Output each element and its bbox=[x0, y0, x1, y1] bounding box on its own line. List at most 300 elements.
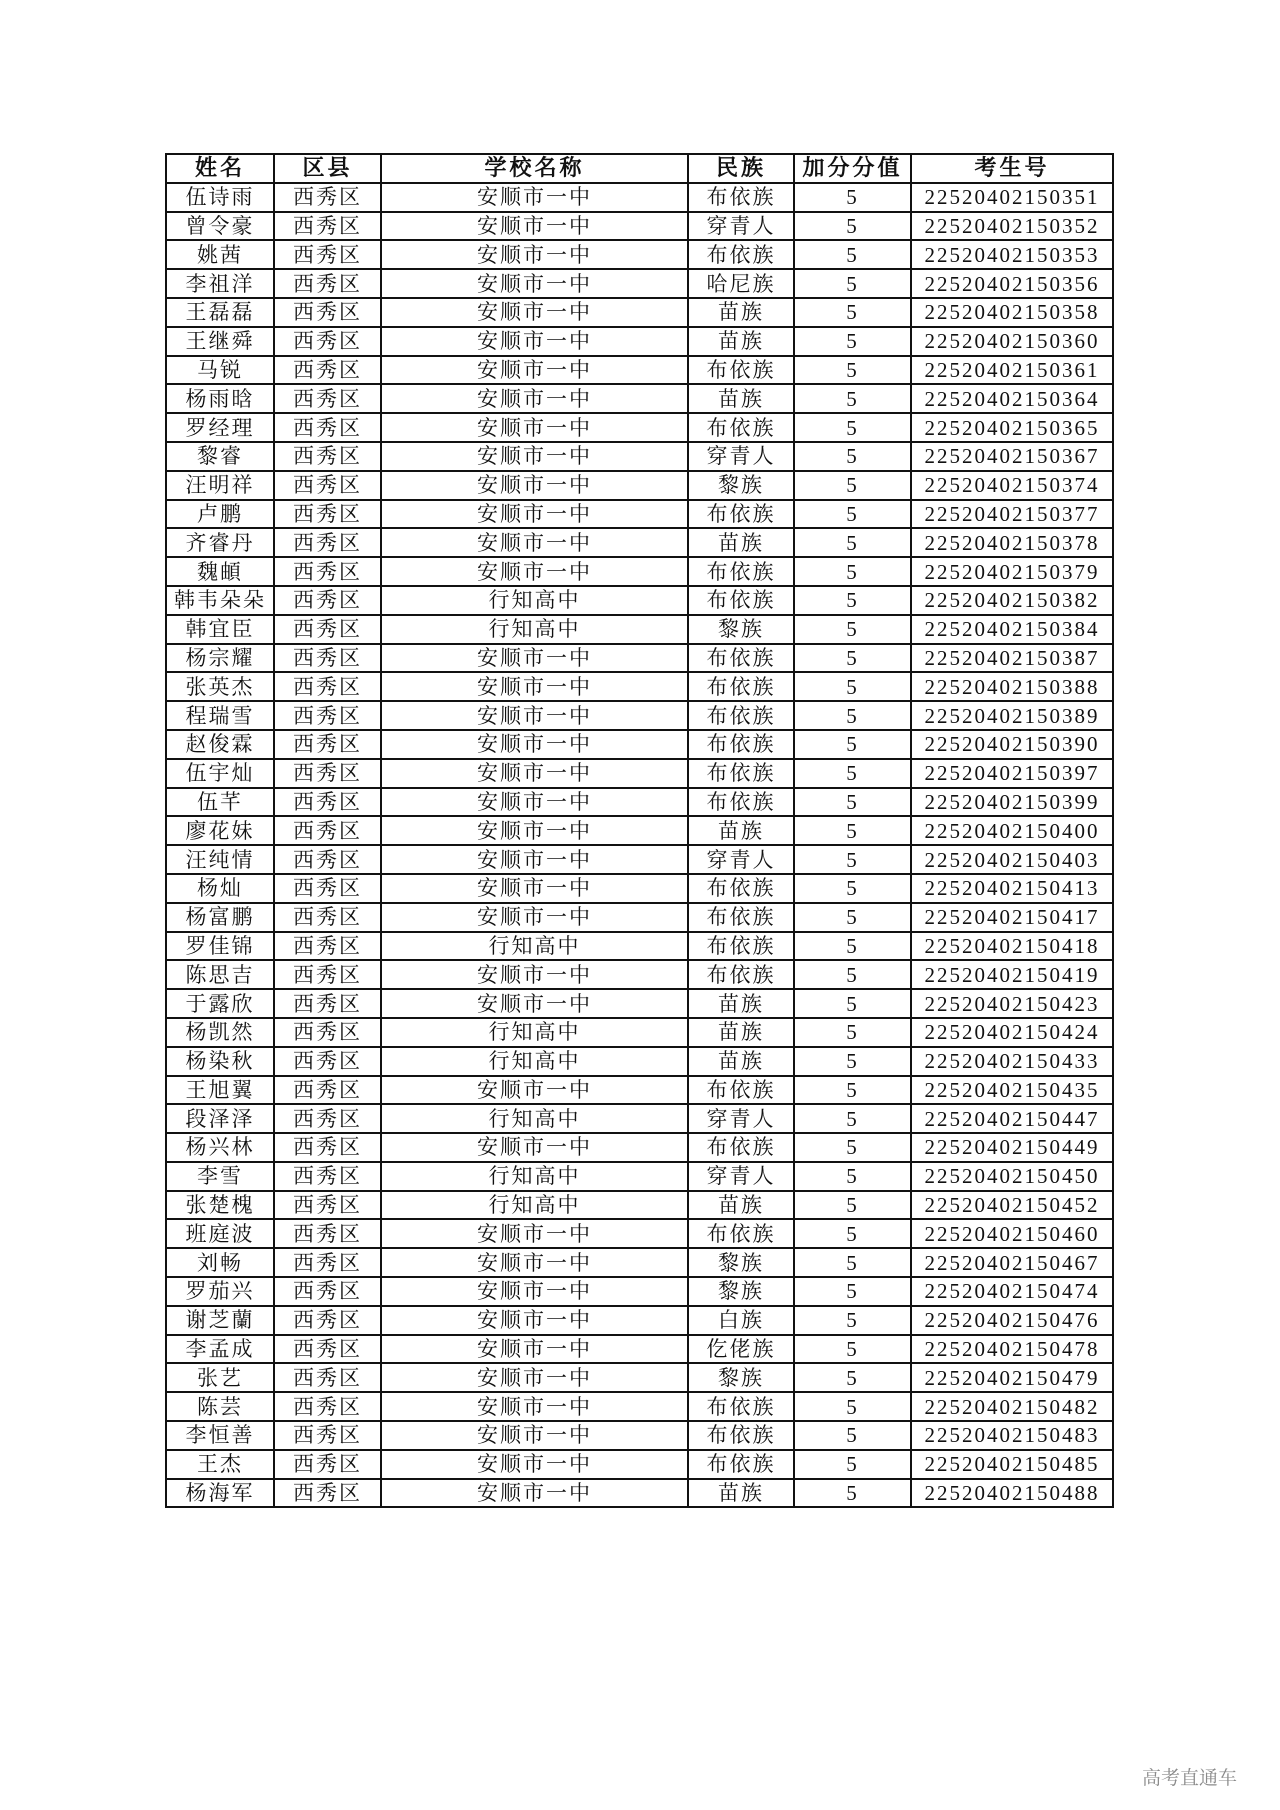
cell-exam-id: 22520402150449 bbox=[911, 1133, 1113, 1162]
cell-school: 安顺市一中 bbox=[381, 845, 688, 874]
cell-district: 西秀区 bbox=[274, 1219, 381, 1248]
cell-name: 杨染秋 bbox=[166, 1047, 274, 1076]
table-row bbox=[166, 500, 1113, 529]
cell-ethnicity: 黎族 bbox=[688, 1277, 794, 1306]
cell-school: 安顺市一中 bbox=[381, 298, 688, 327]
cell-exam-id: 22520402150364 bbox=[911, 384, 1113, 413]
cell-bonus: 5 bbox=[794, 644, 911, 673]
cell-school: 安顺市一中 bbox=[381, 816, 688, 845]
header-exam-id: 考生号 bbox=[911, 154, 1113, 183]
cell-school: 安顺市一中 bbox=[381, 356, 688, 385]
table-row bbox=[166, 1191, 1113, 1220]
cell-ethnicity: 布依族 bbox=[688, 586, 794, 615]
table-row bbox=[166, 212, 1113, 241]
cell-district: 西秀区 bbox=[274, 932, 381, 961]
cell-name: 谢芝蘭 bbox=[166, 1306, 274, 1335]
cell-name: 杨凯然 bbox=[166, 1018, 274, 1047]
header-district: 区县 bbox=[274, 154, 381, 183]
table-row bbox=[166, 1277, 1113, 1306]
cell-school: 安顺市一中 bbox=[381, 759, 688, 788]
cell-name: 王磊磊 bbox=[166, 298, 274, 327]
table-row bbox=[166, 874, 1113, 903]
cell-name: 罗经理 bbox=[166, 413, 274, 442]
table-row bbox=[166, 1219, 1113, 1248]
cell-bonus: 5 bbox=[794, 701, 911, 730]
cell-name: 李雪 bbox=[166, 1162, 274, 1191]
cell-exam-id: 22520402150460 bbox=[911, 1219, 1113, 1248]
cell-district: 西秀区 bbox=[274, 1363, 381, 1392]
table-row bbox=[166, 1479, 1113, 1508]
cell-ethnicity: 布依族 bbox=[688, 960, 794, 989]
cell-bonus: 5 bbox=[794, 298, 911, 327]
cell-district: 西秀区 bbox=[274, 1277, 381, 1306]
table-row bbox=[166, 240, 1113, 269]
header-school: 学校名称 bbox=[381, 154, 688, 183]
cell-school: 安顺市一中 bbox=[381, 960, 688, 989]
cell-bonus: 5 bbox=[794, 1335, 911, 1364]
header-bonus: 加分分值 bbox=[794, 154, 911, 183]
cell-school: 安顺市一中 bbox=[381, 327, 688, 356]
cell-exam-id: 22520402150479 bbox=[911, 1363, 1113, 1392]
cell-ethnicity: 布依族 bbox=[688, 1421, 794, 1450]
cell-district: 西秀区 bbox=[274, 413, 381, 442]
table-row bbox=[166, 327, 1113, 356]
cell-ethnicity: 穿青人 bbox=[688, 212, 794, 241]
cell-bonus: 5 bbox=[794, 528, 911, 557]
table-row bbox=[166, 1076, 1113, 1105]
cell-ethnicity: 布依族 bbox=[688, 1076, 794, 1105]
cell-school: 行知高中 bbox=[381, 932, 688, 961]
cell-district: 西秀区 bbox=[274, 500, 381, 529]
cell-exam-id: 22520402150418 bbox=[911, 932, 1113, 961]
cell-school: 行知高中 bbox=[381, 586, 688, 615]
cell-school: 安顺市一中 bbox=[381, 384, 688, 413]
cell-name: 曾令豪 bbox=[166, 212, 274, 241]
cell-ethnicity: 哈尼族 bbox=[688, 269, 794, 298]
cell-bonus: 5 bbox=[794, 1104, 911, 1133]
table-row bbox=[166, 672, 1113, 701]
cell-school: 行知高中 bbox=[381, 1191, 688, 1220]
cell-school: 安顺市一中 bbox=[381, 471, 688, 500]
table-row bbox=[166, 413, 1113, 442]
cell-exam-id: 22520402150390 bbox=[911, 730, 1113, 759]
cell-ethnicity: 布依族 bbox=[688, 500, 794, 529]
cell-bonus: 5 bbox=[794, 1219, 911, 1248]
cell-school: 安顺市一中 bbox=[381, 413, 688, 442]
cell-exam-id: 22520402150379 bbox=[911, 557, 1113, 586]
cell-school: 行知高中 bbox=[381, 615, 688, 644]
cell-district: 西秀区 bbox=[274, 269, 381, 298]
cell-school: 安顺市一中 bbox=[381, 989, 688, 1018]
table-row bbox=[166, 845, 1113, 874]
cell-ethnicity: 布依族 bbox=[688, 240, 794, 269]
cell-bonus: 5 bbox=[794, 989, 911, 1018]
cell-exam-id: 22520402150474 bbox=[911, 1277, 1113, 1306]
cell-name: 韩宜臣 bbox=[166, 615, 274, 644]
cell-bonus: 5 bbox=[794, 212, 911, 241]
cell-name: 赵俊霖 bbox=[166, 730, 274, 759]
cell-school: 安顺市一中 bbox=[381, 212, 688, 241]
cell-school: 安顺市一中 bbox=[381, 672, 688, 701]
cell-exam-id: 22520402150452 bbox=[911, 1191, 1113, 1220]
cell-bonus: 5 bbox=[794, 384, 911, 413]
cell-district: 西秀区 bbox=[274, 960, 381, 989]
table-row bbox=[166, 730, 1113, 759]
cell-district: 西秀区 bbox=[274, 1018, 381, 1047]
cell-district: 西秀区 bbox=[274, 1479, 381, 1508]
cell-name: 罗佳锦 bbox=[166, 932, 274, 961]
cell-name: 姚茜 bbox=[166, 240, 274, 269]
cell-exam-id: 22520402150447 bbox=[911, 1104, 1113, 1133]
cell-district: 西秀区 bbox=[274, 471, 381, 500]
cell-ethnicity: 白族 bbox=[688, 1306, 794, 1335]
cell-exam-id: 22520402150485 bbox=[911, 1450, 1113, 1479]
cell-exam-id: 22520402150483 bbox=[911, 1421, 1113, 1450]
cell-name: 齐睿丹 bbox=[166, 528, 274, 557]
cell-exam-id: 22520402150397 bbox=[911, 759, 1113, 788]
cell-name: 杨宗耀 bbox=[166, 644, 274, 673]
cell-exam-id: 22520402150403 bbox=[911, 845, 1113, 874]
cell-bonus: 5 bbox=[794, 1450, 911, 1479]
cell-name: 杨雨晗 bbox=[166, 384, 274, 413]
cell-name: 张楚槐 bbox=[166, 1191, 274, 1220]
table-row bbox=[166, 960, 1113, 989]
cell-district: 西秀区 bbox=[274, 615, 381, 644]
cell-district: 西秀区 bbox=[274, 327, 381, 356]
cell-bonus: 5 bbox=[794, 1479, 911, 1508]
cell-exam-id: 22520402150419 bbox=[911, 960, 1113, 989]
cell-bonus: 5 bbox=[794, 730, 911, 759]
cell-exam-id: 22520402150435 bbox=[911, 1076, 1113, 1105]
cell-ethnicity: 穿青人 bbox=[688, 442, 794, 471]
cell-district: 西秀区 bbox=[274, 586, 381, 615]
cell-exam-id: 22520402150387 bbox=[911, 644, 1113, 673]
cell-name: 陈芸 bbox=[166, 1392, 274, 1421]
cell-exam-id: 22520402150388 bbox=[911, 672, 1113, 701]
cell-bonus: 5 bbox=[794, 1363, 911, 1392]
cell-bonus: 5 bbox=[794, 874, 911, 903]
cell-district: 西秀区 bbox=[274, 442, 381, 471]
table-row bbox=[166, 1392, 1113, 1421]
cell-school: 安顺市一中 bbox=[381, 1421, 688, 1450]
cell-school: 安顺市一中 bbox=[381, 1335, 688, 1364]
cell-name: 伍诗雨 bbox=[166, 183, 274, 212]
cell-school: 安顺市一中 bbox=[381, 240, 688, 269]
table-row bbox=[166, 1018, 1113, 1047]
cell-ethnicity: 黎族 bbox=[688, 1363, 794, 1392]
cell-bonus: 5 bbox=[794, 356, 911, 385]
cell-district: 西秀区 bbox=[274, 701, 381, 730]
cell-district: 西秀区 bbox=[274, 1133, 381, 1162]
cell-district: 西秀区 bbox=[274, 384, 381, 413]
table-row bbox=[166, 384, 1113, 413]
table-row bbox=[166, 557, 1113, 586]
table-row bbox=[166, 1306, 1113, 1335]
cell-name: 杨海军 bbox=[166, 1479, 274, 1508]
table-row bbox=[166, 816, 1113, 845]
cell-name: 段泽泽 bbox=[166, 1104, 274, 1133]
cell-ethnicity: 苗族 bbox=[688, 1191, 794, 1220]
cell-bonus: 5 bbox=[794, 269, 911, 298]
cell-school: 安顺市一中 bbox=[381, 1392, 688, 1421]
cell-exam-id: 22520402150360 bbox=[911, 327, 1113, 356]
cell-ethnicity: 布依族 bbox=[688, 730, 794, 759]
cell-ethnicity: 布依族 bbox=[688, 1219, 794, 1248]
cell-district: 西秀区 bbox=[274, 1392, 381, 1421]
cell-bonus: 5 bbox=[794, 1162, 911, 1191]
table-row bbox=[166, 1047, 1113, 1076]
cell-school: 行知高中 bbox=[381, 1162, 688, 1191]
table-row bbox=[166, 759, 1113, 788]
cell-district: 西秀区 bbox=[274, 212, 381, 241]
table-row bbox=[166, 989, 1113, 1018]
cell-exam-id: 22520402150353 bbox=[911, 240, 1113, 269]
table-row bbox=[166, 269, 1113, 298]
cell-name: 王杰 bbox=[166, 1450, 274, 1479]
table-row bbox=[166, 1133, 1113, 1162]
cell-school: 安顺市一中 bbox=[381, 1076, 688, 1105]
cell-district: 西秀区 bbox=[274, 1421, 381, 1450]
table-row bbox=[166, 183, 1113, 212]
table-row bbox=[166, 1162, 1113, 1191]
cell-ethnicity: 布依族 bbox=[688, 557, 794, 586]
cell-name: 李恒善 bbox=[166, 1421, 274, 1450]
cell-name: 张艺 bbox=[166, 1363, 274, 1392]
cell-exam-id: 22520402150378 bbox=[911, 528, 1113, 557]
cell-name: 杨兴林 bbox=[166, 1133, 274, 1162]
cell-school: 安顺市一中 bbox=[381, 701, 688, 730]
table-row bbox=[166, 298, 1113, 327]
cell-ethnicity: 黎族 bbox=[688, 615, 794, 644]
cell-name: 于露欣 bbox=[166, 989, 274, 1018]
cell-name: 魏頔 bbox=[166, 557, 274, 586]
table-row bbox=[166, 356, 1113, 385]
cell-ethnicity: 苗族 bbox=[688, 816, 794, 845]
table-row bbox=[166, 442, 1113, 471]
cell-name: 刘畅 bbox=[166, 1248, 274, 1277]
cell-bonus: 5 bbox=[794, 557, 911, 586]
cell-ethnicity: 苗族 bbox=[688, 528, 794, 557]
cell-name: 罗茄兴 bbox=[166, 1277, 274, 1306]
cell-ethnicity: 穿青人 bbox=[688, 845, 794, 874]
cell-district: 西秀区 bbox=[274, 528, 381, 557]
cell-exam-id: 22520402150384 bbox=[911, 615, 1113, 644]
cell-school: 行知高中 bbox=[381, 1018, 688, 1047]
cell-name: 陈思吉 bbox=[166, 960, 274, 989]
cell-bonus: 5 bbox=[794, 442, 911, 471]
cell-name: 韩韦朵朵 bbox=[166, 586, 274, 615]
cell-district: 西秀区 bbox=[274, 903, 381, 932]
cell-bonus: 5 bbox=[794, 500, 911, 529]
cell-ethnicity: 布依族 bbox=[688, 413, 794, 442]
table-row bbox=[166, 1450, 1113, 1479]
cell-exam-id: 22520402150482 bbox=[911, 1392, 1113, 1421]
cell-name: 廖花妹 bbox=[166, 816, 274, 845]
watermark: 高考直通车 bbox=[1142, 1767, 1238, 1789]
cell-school: 行知高中 bbox=[381, 1047, 688, 1076]
table-header-row bbox=[166, 154, 1113, 183]
cell-exam-id: 22520402150467 bbox=[911, 1248, 1113, 1277]
cell-exam-id: 22520402150356 bbox=[911, 269, 1113, 298]
cell-ethnicity: 黎族 bbox=[688, 1248, 794, 1277]
cell-bonus: 5 bbox=[794, 759, 911, 788]
header-name: 姓名 bbox=[166, 154, 274, 183]
cell-school: 安顺市一中 bbox=[381, 903, 688, 932]
cell-bonus: 5 bbox=[794, 1306, 911, 1335]
cell-bonus: 5 bbox=[794, 586, 911, 615]
cell-district: 西秀区 bbox=[274, 1047, 381, 1076]
cell-exam-id: 22520402150361 bbox=[911, 356, 1113, 385]
cell-district: 西秀区 bbox=[274, 1306, 381, 1335]
cell-bonus: 5 bbox=[794, 960, 911, 989]
cell-exam-id: 22520402150413 bbox=[911, 874, 1113, 903]
cell-bonus: 5 bbox=[794, 1248, 911, 1277]
cell-bonus: 5 bbox=[794, 1421, 911, 1450]
cell-bonus: 5 bbox=[794, 615, 911, 644]
cell-exam-id: 22520402150367 bbox=[911, 442, 1113, 471]
table-body bbox=[166, 183, 1113, 1508]
cell-ethnicity: 苗族 bbox=[688, 1047, 794, 1076]
cell-school: 安顺市一中 bbox=[381, 1306, 688, 1335]
cell-school: 安顺市一中 bbox=[381, 500, 688, 529]
cell-school: 安顺市一中 bbox=[381, 644, 688, 673]
cell-ethnicity: 布依族 bbox=[688, 183, 794, 212]
cell-district: 西秀区 bbox=[274, 298, 381, 327]
cell-exam-id: 22520402150450 bbox=[911, 1162, 1113, 1191]
cell-school: 安顺市一中 bbox=[381, 1479, 688, 1508]
cell-name: 李孟成 bbox=[166, 1335, 274, 1364]
cell-ethnicity: 苗族 bbox=[688, 384, 794, 413]
cell-district: 西秀区 bbox=[274, 1191, 381, 1220]
cell-name: 卢鹏 bbox=[166, 500, 274, 529]
cell-name: 杨灿 bbox=[166, 874, 274, 903]
cell-name: 王旭翼 bbox=[166, 1076, 274, 1105]
cell-bonus: 5 bbox=[794, 1018, 911, 1047]
cell-bonus: 5 bbox=[794, 816, 911, 845]
cell-ethnicity: 布依族 bbox=[688, 356, 794, 385]
cell-ethnicity: 布依族 bbox=[688, 759, 794, 788]
header-ethnicity: 民族 bbox=[688, 154, 794, 183]
cell-school: 行知高中 bbox=[381, 1104, 688, 1133]
cell-name: 李祖洋 bbox=[166, 269, 274, 298]
table-row bbox=[166, 1104, 1113, 1133]
cell-district: 西秀区 bbox=[274, 557, 381, 586]
cell-bonus: 5 bbox=[794, 413, 911, 442]
cell-school: 安顺市一中 bbox=[381, 1133, 688, 1162]
cell-bonus: 5 bbox=[794, 1191, 911, 1220]
cell-exam-id: 22520402150478 bbox=[911, 1335, 1113, 1364]
cell-exam-id: 22520402150417 bbox=[911, 903, 1113, 932]
cell-bonus: 5 bbox=[794, 932, 911, 961]
table-row bbox=[166, 788, 1113, 817]
cell-name: 伍宇灿 bbox=[166, 759, 274, 788]
cell-ethnicity: 仡佬族 bbox=[688, 1335, 794, 1364]
cell-district: 西秀区 bbox=[274, 240, 381, 269]
cell-ethnicity: 苗族 bbox=[688, 327, 794, 356]
table-row bbox=[166, 1421, 1113, 1450]
cell-ethnicity: 布依族 bbox=[688, 788, 794, 817]
cell-bonus: 5 bbox=[794, 1277, 911, 1306]
cell-exam-id: 22520402150433 bbox=[911, 1047, 1113, 1076]
table-row bbox=[166, 615, 1113, 644]
cell-bonus: 5 bbox=[794, 845, 911, 874]
cell-name: 班庭波 bbox=[166, 1219, 274, 1248]
cell-ethnicity: 黎族 bbox=[688, 471, 794, 500]
table-row bbox=[166, 1335, 1113, 1364]
cell-school: 安顺市一中 bbox=[381, 1248, 688, 1277]
cell-ethnicity: 苗族 bbox=[688, 1018, 794, 1047]
cell-district: 西秀区 bbox=[274, 1335, 381, 1364]
cell-bonus: 5 bbox=[794, 788, 911, 817]
cell-district: 西秀区 bbox=[274, 1076, 381, 1105]
cell-district: 西秀区 bbox=[274, 845, 381, 874]
cell-school: 安顺市一中 bbox=[381, 557, 688, 586]
cell-bonus: 5 bbox=[794, 327, 911, 356]
cell-district: 西秀区 bbox=[274, 759, 381, 788]
cell-school: 安顺市一中 bbox=[381, 269, 688, 298]
cell-bonus: 5 bbox=[794, 471, 911, 500]
cell-ethnicity: 布依族 bbox=[688, 1450, 794, 1479]
cell-ethnicity: 布依族 bbox=[688, 644, 794, 673]
cell-exam-id: 22520402150377 bbox=[911, 500, 1113, 529]
cell-bonus: 5 bbox=[794, 240, 911, 269]
cell-school: 安顺市一中 bbox=[381, 874, 688, 903]
cell-exam-id: 22520402150382 bbox=[911, 586, 1113, 615]
cell-name: 马锐 bbox=[166, 356, 274, 385]
cell-school: 安顺市一中 bbox=[381, 1450, 688, 1479]
cell-name: 杨富鹏 bbox=[166, 903, 274, 932]
table-row bbox=[166, 1363, 1113, 1392]
cell-exam-id: 22520402150365 bbox=[911, 413, 1113, 442]
cell-bonus: 5 bbox=[794, 1133, 911, 1162]
cell-district: 西秀区 bbox=[274, 356, 381, 385]
cell-ethnicity: 穿青人 bbox=[688, 1162, 794, 1191]
cell-exam-id: 22520402150476 bbox=[911, 1306, 1113, 1335]
cell-bonus: 5 bbox=[794, 1047, 911, 1076]
cell-district: 西秀区 bbox=[274, 1162, 381, 1191]
cell-school: 安顺市一中 bbox=[381, 1363, 688, 1392]
cell-exam-id: 22520402150488 bbox=[911, 1479, 1113, 1508]
table-row bbox=[166, 932, 1113, 961]
cell-ethnicity: 布依族 bbox=[688, 874, 794, 903]
cell-bonus: 5 bbox=[794, 1076, 911, 1105]
cell-ethnicity: 苗族 bbox=[688, 989, 794, 1018]
cell-exam-id: 22520402150400 bbox=[911, 816, 1113, 845]
cell-school: 安顺市一中 bbox=[381, 1219, 688, 1248]
table-row bbox=[166, 701, 1113, 730]
cell-district: 西秀区 bbox=[274, 1104, 381, 1133]
cell-exam-id: 22520402150399 bbox=[911, 788, 1113, 817]
cell-bonus: 5 bbox=[794, 672, 911, 701]
cell-district: 西秀区 bbox=[274, 644, 381, 673]
cell-name: 张英杰 bbox=[166, 672, 274, 701]
cell-ethnicity: 穿青人 bbox=[688, 1104, 794, 1133]
cell-exam-id: 22520402150352 bbox=[911, 212, 1113, 241]
cell-exam-id: 22520402150424 bbox=[911, 1018, 1113, 1047]
cell-district: 西秀区 bbox=[274, 989, 381, 1018]
cell-school: 安顺市一中 bbox=[381, 528, 688, 557]
table-row bbox=[166, 528, 1113, 557]
cell-district: 西秀区 bbox=[274, 816, 381, 845]
cell-district: 西秀区 bbox=[274, 788, 381, 817]
cell-ethnicity: 布依族 bbox=[688, 1392, 794, 1421]
cell-name: 伍芊 bbox=[166, 788, 274, 817]
cell-exam-id: 22520402150389 bbox=[911, 701, 1113, 730]
cell-school: 安顺市一中 bbox=[381, 442, 688, 471]
cell-district: 西秀区 bbox=[274, 1450, 381, 1479]
cell-exam-id: 22520402150351 bbox=[911, 183, 1113, 212]
cell-school: 安顺市一中 bbox=[381, 1277, 688, 1306]
